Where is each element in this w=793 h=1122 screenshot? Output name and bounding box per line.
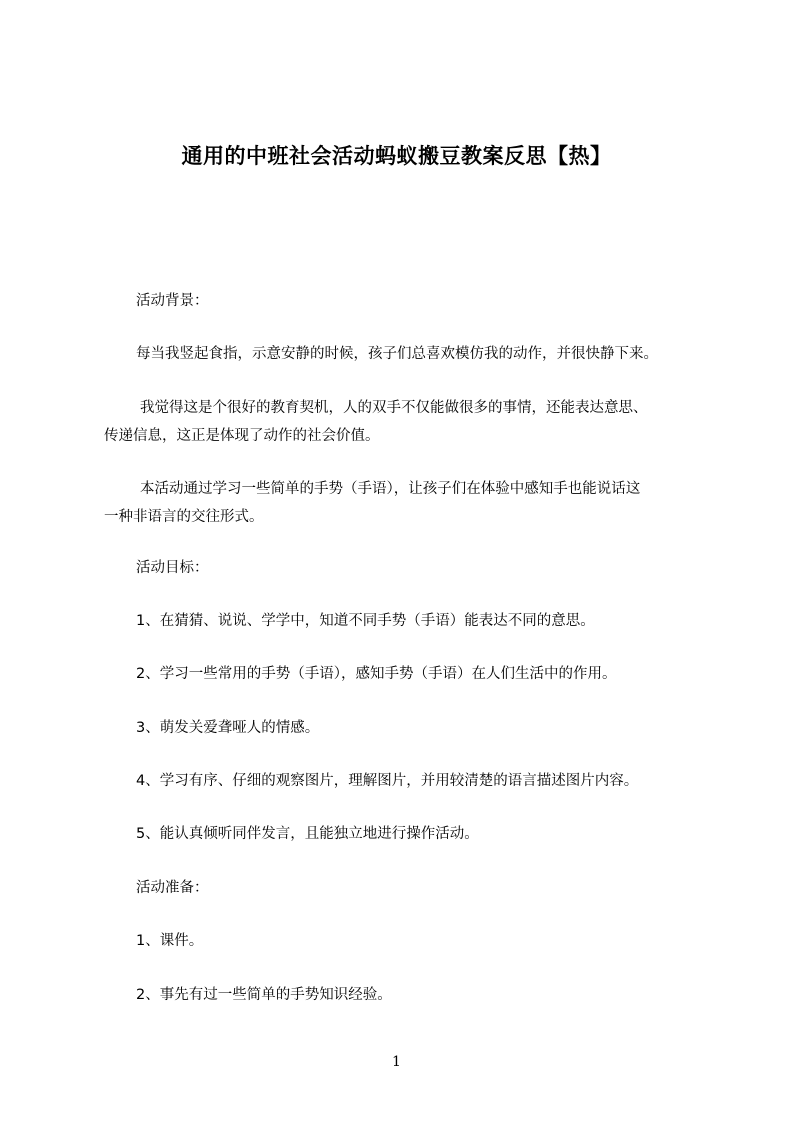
paragraph-3-line-1: 本活动通过学习一些简单的手势（手语），让孩子们在体验中感知手也能说话这 <box>140 481 641 497</box>
paragraph-2 <box>104 394 648 450</box>
page-number: 1 <box>392 1054 401 1070</box>
goal-item-4: 4、学习有序、仔细的观察图片，理解图片，并用较清楚的语言描述图片内容。 <box>136 773 639 789</box>
page-title: 通用的中班社会活动蚂蚁搬豆教案反思【热】 <box>181 144 612 168</box>
paragraph-3-line-2: 一种非语言的交往形式。 <box>104 509 264 525</box>
goal-item-1: 1、在猜猜、说说、学学中，知道不同手势（手语）能表达不同的意思。 <box>136 613 595 629</box>
paragraph-2-line-1: 我觉得这是个很好的教育契机，人的双手不仅能做很多的事情，还能表达意思、 <box>140 400 648 416</box>
goals-heading: 活动目标： <box>136 560 209 576</box>
goal-item-5: 5、能认真倾听同伴发言，且能独立地进行操作活动。 <box>136 826 479 842</box>
prep-item-2: 2、事先有过一些简单的手势知识经验。 <box>136 987 392 1003</box>
paragraph-1: 每当我竖起食指，示意安静的时候，孩子们总喜欢模仿我的动作，并很快静下来。 <box>136 346 658 362</box>
prep-heading: 活动准备： <box>136 880 209 896</box>
paragraph-3 <box>104 475 640 531</box>
goal-item-3: 3、萌发关爱聋哑人的情感。 <box>136 720 320 736</box>
prep-item-1: 1、课件。 <box>136 933 204 949</box>
goal-item-2: 2、学习一些常用的手势（手语），感知手势（手语）在人们生活中的作用。 <box>136 666 617 682</box>
paragraph-2-line-2: 传递信息，这正是体现了动作的社会价值。 <box>104 428 380 444</box>
background-heading: 活动背景： <box>136 293 209 309</box>
